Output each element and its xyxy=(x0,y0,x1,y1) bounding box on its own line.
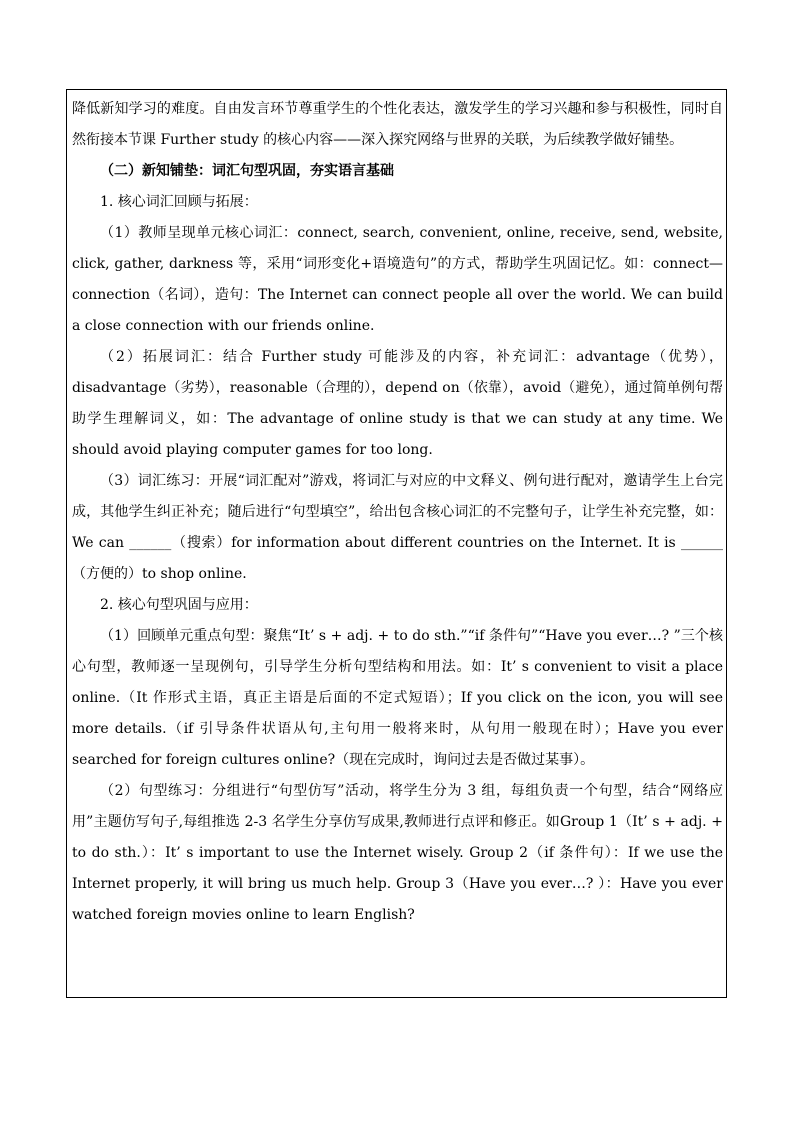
sentence-pattern-review-paragraph: （1）回顾单元重点句型：聚焦“It’ s + adj. + to do sth.”“if 条件句”“Have you ever…? ”三个核心句型，教师逐一呈现例句，引导学生分析句型结构和用法。如：It’ s convenient to visit a place online.（It 作形式主语，真正主语是后面的不定式短语）；If you click on the icon, you will see more details.（if 引导条件状语从句,主句用一般将来时，从句用一般现在时）；Have you ever searched for foreign cultures online?（现在完成时，询问过去是否做过某事）。 xyxy=(72,628,723,768)
lesson-plan-table-cell xyxy=(66,89,727,998)
vocabulary-practice-paragraph: （3）词汇练习：开展“词汇配对”游戏，将词汇与对应的中文释义、例句进行配对，邀请学生上台完成，其他学生纠正补充；随后进行“句型填空”，给出包含核心词汇的不完整句子，让学生补充完整，如：We can ______（搜索）for information about different countries on the Internet. It is ______（方便的）to shop online. xyxy=(72,473,723,582)
vocabulary-extension-paragraph: （2）拓展词汇：结合 Further study 可能涉及的内容，补充词汇：advantage（优势），disadvantage（劣势），reasonable（合理的），depend on（依靠），avoid（避免），通过简单例句帮助学生理解词义，如：The advantage of online study is that we can study at any time. We should avoid playing computer games for too long. xyxy=(72,349,723,458)
lesson-plan-content xyxy=(72,94,723,931)
subsection-heading-sentence-patterns: 2. 核心句型巩固与应用： xyxy=(100,597,258,613)
intro-paragraph: 降低新知学习的难度。自由发言环节尊重学生的个性化表达，激发学生的学习兴趣和参与积极性，同时自然衔接本节课 Further study 的核心内容——深入探究网络与世界的关联，为后续教学做好铺垫。 xyxy=(72,101,723,148)
section-heading: （二）新知铺垫：词汇句型巩固，夯实语言基础 xyxy=(100,163,394,179)
subsection-heading-vocabulary: 1. 核心词汇回顾与拓展： xyxy=(100,194,258,210)
vocabulary-review-paragraph: （1）教师呈现单元核心词汇：connect, search, convenient, online, receive, send, website, click, gather, darkness 等，采用“词形变化+语境造句”的方式，帮助学生巩固记忆。如：connect—connection（名词），造句：The Internet can connect people all over the world. We can build a close connection with our friends online. xyxy=(72,225,723,334)
sentence-pattern-practice-paragraph: （2）句型练习：分组进行“句型仿写”活动，将学生分为 3 组，每组负责一个句型，结合“网络应用”主题仿写句子,每组推选 2-3 名学生分享仿写成果,教师进行点评和修正。如Group 1（It’ s + adj. + to do sth.）：It’ s important to use the Internet wisely. Group 2（if 条件句）：If we use the Internet properly, it will bring us much help. Group 3（Have you ever…? ）：Have you ever watched foreign movies online to learn English? xyxy=(72,783,723,923)
